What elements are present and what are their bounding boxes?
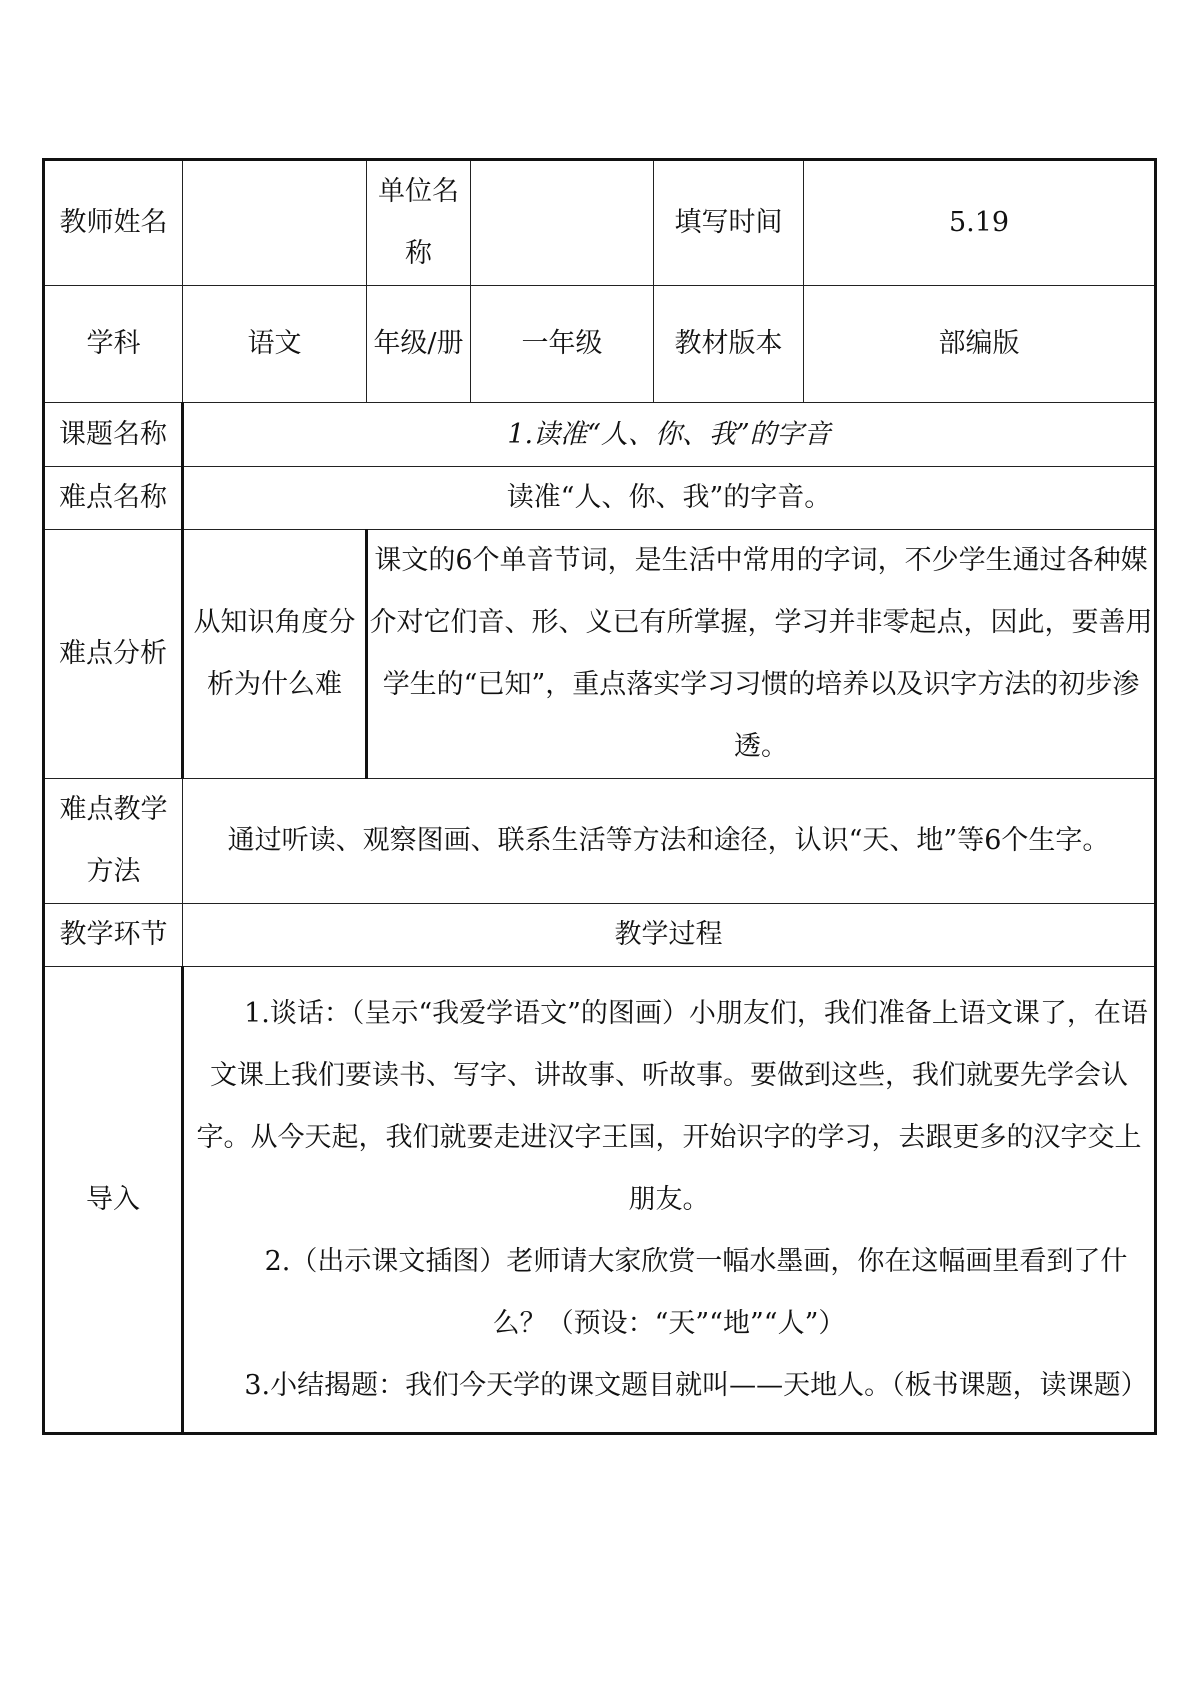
textbook-value[interactable]: 部编版 <box>804 286 1156 403</box>
analysis-text[interactable]: 课文的6个单音节词，是生活中常用的字词，不少学生通过各种媒介对它们音、形、义已有所掌握，学习并非零起点，因此，要善用学生的“已知”，重点落实学习习惯的培养以及识字方法的初步渗透。 <box>367 530 1156 779</box>
process-header: 教学过程 <box>183 904 1156 967</box>
unit-name-value[interactable] <box>471 160 654 286</box>
fill-time-value[interactable]: 5.19 <box>804 160 1156 286</box>
difficulty-value[interactable]: 读准“人、你、我”的字音。 <box>183 467 1156 530</box>
process-stage: 导入 <box>44 967 183 1434</box>
header-row-1 <box>44 160 1156 286</box>
unit-name-label: 单位名称 <box>367 160 471 286</box>
subject-label: 学科 <box>44 286 183 403</box>
grade-label: 年级/册 <box>367 286 471 403</box>
teacher-name-label: 教师姓名 <box>44 160 183 286</box>
header-row-2 <box>44 286 1156 403</box>
textbook-label: 教材版本 <box>654 286 804 403</box>
teacher-name-value[interactable] <box>183 160 367 286</box>
lesson-plan-table <box>42 158 1157 1435</box>
method-row <box>44 779 1156 904</box>
topic-label: 课题名称 <box>44 403 183 467</box>
process-row <box>44 967 1156 1434</box>
difficulty-row <box>44 467 1156 530</box>
analysis-sub-label: 从知识角度分析为什么难 <box>183 530 367 779</box>
difficulty-label: 难点名称 <box>44 467 183 530</box>
process-label: 教学环节 <box>44 904 183 967</box>
topic-value[interactable]: 1.读准“人、你、我”的字音 <box>183 403 1156 467</box>
fill-time-label: 填写时间 <box>654 160 804 286</box>
analysis-label: 难点分析 <box>44 530 183 779</box>
process-content[interactable] <box>183 967 1156 1434</box>
subject-value[interactable]: 语文 <box>183 286 367 403</box>
topic-row <box>44 403 1156 467</box>
method-label: 难点教学方法 <box>44 779 183 904</box>
process-paragraph-1: 1.谈话：（呈示“我爱学语文”的图画）小朋友们，我们准备上语文课了，在语文课上我们要读书、写字、讲故事、听故事。要做到这些，我们就要先学会认字。从今天起，我们就要走进汉字王国，开始识字的学习，去跟更多的汉字交上朋友。 <box>196 997 1148 1215</box>
process-paragraph-3: 3.小结揭题：我们今天学的课文题目就叫——天地人。（板书课题，读课题） <box>244 1369 1148 1401</box>
process-paragraph-2: 2.（出示课文插图）老师请大家欣赏一幅水墨画，你在这幅画里看到了什么？（预设：“天”“地”“人”） <box>264 1245 1128 1339</box>
analysis-row <box>44 530 1156 779</box>
process-header-row <box>44 904 1156 967</box>
method-text[interactable]: 通过听读、观察图画、联系生活等方法和途径，认识“天、地”等6个生字。 <box>183 779 1156 904</box>
grade-value[interactable]: 一年级 <box>471 286 654 403</box>
